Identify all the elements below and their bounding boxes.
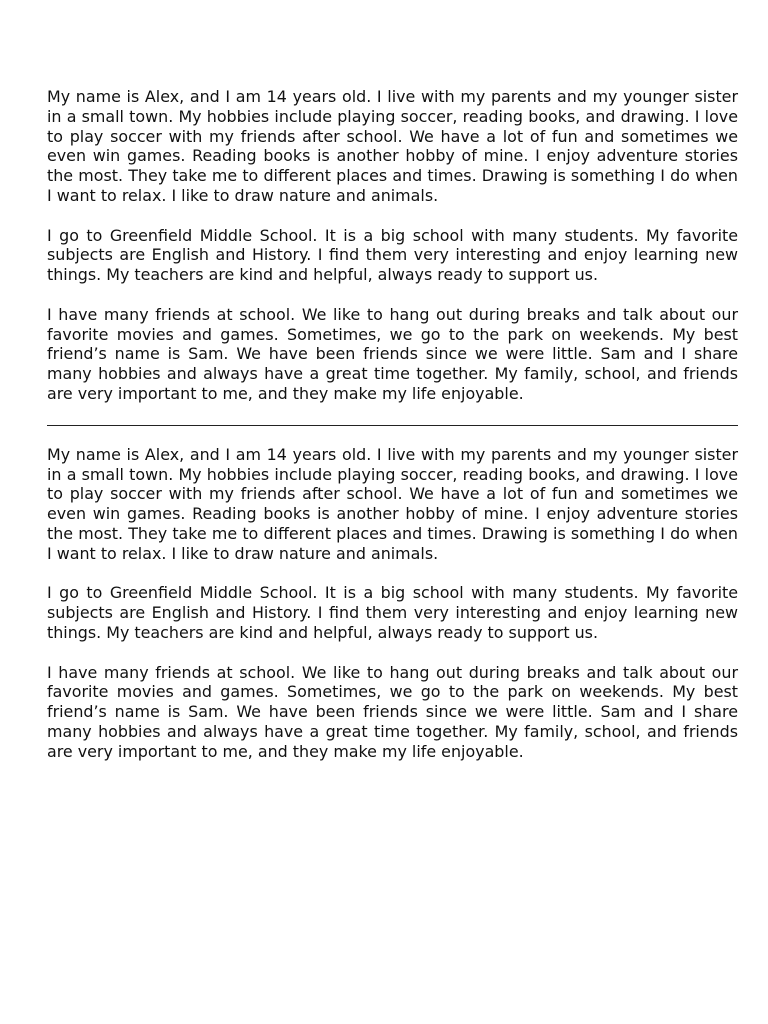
paragraph-intro: My name is Alex, and I am 14 years old. I live with my parents and my younger sister in a small town. My hobbies include playing soccer, reading books, and drawing. I love to play soccer with my friends after school. We have a lot of fun and sometimes we even win games. Reading books is another hobby of mine. I enjoy adventure stories the most. They take me to different places and times. Drawing is something I do when I want to relax. I like to draw nature and animals. — [47, 87, 738, 205]
paragraph-friends: I have many friends at school. We like to hang out during breaks and talk about our favorite movies and games. Sometimes, we go to the park on weekends. My best friend’s name is Sam. We have been friends since we were little. Sam and I share many hobbies and always have a great time together. My family, school, and friends are very important to me, and they make my life enjoyable. — [47, 304, 738, 403]
paragraph-friends: I have many friends at school. We like to hang out during breaks and talk about our favorite movies and games. Sometimes, we go to the park on weekends. My best friend’s name is Sam. We have been friends since we were little. Sam and I share many hobbies and always have a great time together. My family, school, and friends are very important to me, and they make my life enjoyable. — [47, 662, 738, 761]
paragraph-intro: My name is Alex, and I am 14 years old. I live with my parents and my younger sister in a small town. My hobbies include playing soccer, reading books, and drawing. I love to play soccer with my friends after school. We have a lot of fun and sometimes we even win games. Reading books is another hobby of mine. I enjoy adventure stories the most. They take me to different places and times. Drawing is something I do when I want to relax. I like to draw nature and animals. — [47, 444, 738, 563]
section-divider — [47, 425, 738, 426]
document-page — [47, 87, 738, 762]
essay-section-2 — [47, 445, 738, 762]
paragraph-school: I go to Greenfield Middle School. It is a big school with many students. My favorite subjects are English and History. I find them very interesting and enjoy learning new things. My teachers are kind and helpful, always ready to support us. — [47, 583, 738, 642]
essay-section-1 — [47, 87, 738, 404]
paragraph-school: I go to Greenfield Middle School. It is a big school with many students. My favorite subjects are English and History. I find them very interesting and enjoy learning new things. My teachers are kind and helpful, always ready to support us. — [47, 225, 738, 285]
